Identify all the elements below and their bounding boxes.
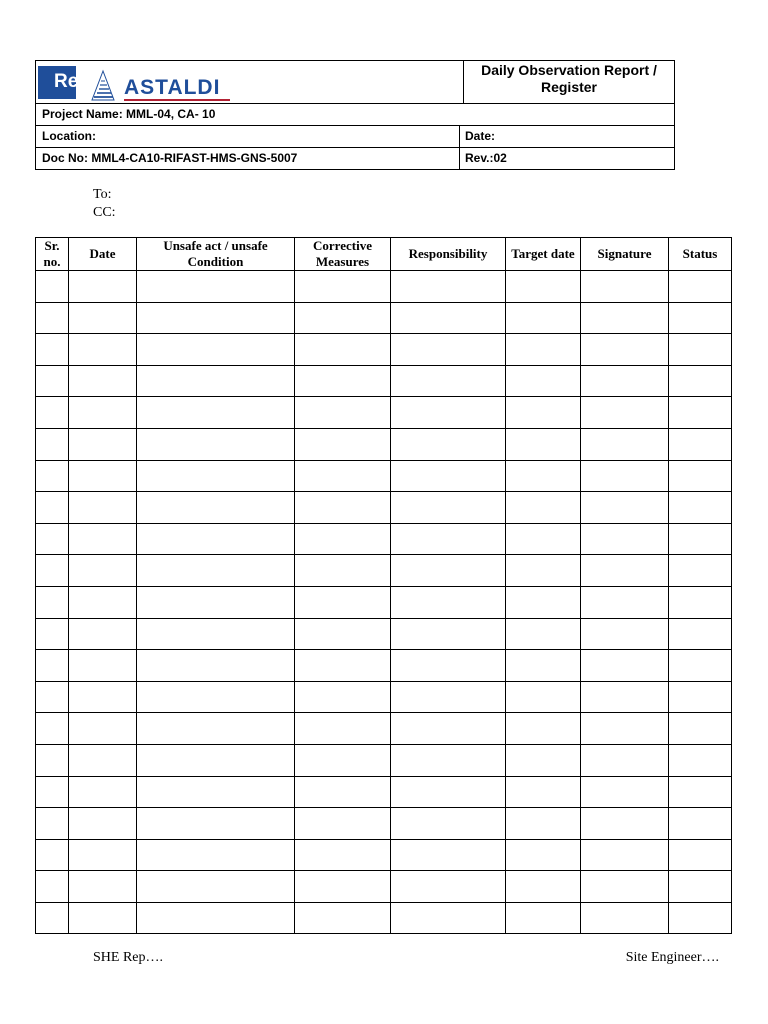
table-cell[interactable] (391, 713, 506, 745)
table-row (36, 776, 732, 808)
table-cell[interactable] (669, 492, 732, 524)
table-cell[interactable] (581, 681, 669, 713)
table-cell[interactable] (669, 808, 732, 840)
table-cell[interactable] (669, 744, 732, 776)
table-cell[interactable] (581, 334, 669, 366)
docno-row (36, 148, 674, 170)
table-cell[interactable] (295, 397, 391, 429)
table-cell[interactable] (36, 776, 69, 808)
table-cell[interactable] (69, 586, 137, 618)
table-cell[interactable] (391, 839, 506, 871)
table-cell[interactable] (295, 460, 391, 492)
table-cell[interactable] (295, 618, 391, 650)
table-cell[interactable] (69, 334, 137, 366)
table-cell[interactable] (69, 902, 137, 934)
site-engineer-signoff: Site Engineer…. (625, 950, 719, 965)
table-body (36, 271, 732, 934)
table-cell[interactable] (295, 555, 391, 587)
table-cell[interactable] (581, 871, 669, 903)
table-cell[interactable] (581, 618, 669, 650)
table-row (36, 523, 732, 555)
table-row (36, 902, 732, 934)
table-cell[interactable] (295, 713, 391, 745)
table-cell[interactable] (581, 650, 669, 682)
table-row (36, 334, 732, 366)
col-header-target-date: Target date (506, 238, 581, 271)
table-cell[interactable] (506, 523, 581, 555)
table-row (36, 744, 732, 776)
project-row (36, 104, 674, 126)
col-header-responsibility: Responsibility (391, 238, 506, 271)
partner-logo-text: Re (54, 71, 79, 92)
col-header-sr-no: Sr. no. (36, 238, 69, 271)
table-cell[interactable] (669, 523, 732, 555)
table-cell[interactable] (506, 586, 581, 618)
table-cell[interactable] (581, 808, 669, 840)
table-cell[interactable] (69, 650, 137, 682)
table-cell[interactable] (506, 428, 581, 460)
cc-label: CC: (93, 205, 116, 220)
table-cell[interactable] (391, 902, 506, 934)
table-cell[interactable] (506, 713, 581, 745)
table-cell[interactable] (506, 397, 581, 429)
col-header-unsafe-act: Unsafe act / unsafe Condition (137, 238, 295, 271)
table-cell[interactable] (295, 650, 391, 682)
table-cell[interactable] (295, 871, 391, 903)
col-header-status: Status (669, 238, 732, 271)
table-cell[interactable] (295, 334, 391, 366)
table-cell[interactable] (137, 744, 295, 776)
divider (459, 148, 460, 170)
table-cell[interactable] (69, 808, 137, 840)
table-cell[interactable] (295, 681, 391, 713)
table-cell[interactable] (137, 523, 295, 555)
table-cell[interactable] (36, 271, 69, 303)
she-rep-signoff: SHE Rep…. (93, 950, 163, 965)
table-row (36, 428, 732, 460)
table-cell[interactable] (36, 555, 69, 587)
table-cell[interactable] (669, 302, 732, 334)
table-cell[interactable] (137, 365, 295, 397)
table-cell[interactable] (506, 555, 581, 587)
table-cell[interactable] (581, 397, 669, 429)
table-cell[interactable] (295, 271, 391, 303)
astaldi-mark-icon (88, 69, 118, 103)
table-cell[interactable] (137, 650, 295, 682)
table-cell[interactable] (506, 334, 581, 366)
table-cell[interactable] (295, 523, 391, 555)
table-cell[interactable] (581, 460, 669, 492)
report-title: Daily Observation Report / Register (464, 61, 674, 104)
table-cell[interactable] (391, 681, 506, 713)
project-name: Project Name: MML-04, CA- 10 (42, 107, 216, 121)
table-cell[interactable] (391, 492, 506, 524)
table-cell[interactable] (581, 302, 669, 334)
table-cell[interactable] (137, 902, 295, 934)
table-cell[interactable] (69, 618, 137, 650)
table-cell[interactable] (295, 776, 391, 808)
location-row (36, 126, 674, 148)
table-cell[interactable] (36, 460, 69, 492)
table-row (36, 839, 732, 871)
table-row (36, 586, 732, 618)
table-cell[interactable] (669, 902, 732, 934)
table-cell[interactable] (669, 334, 732, 366)
table-cell[interactable] (669, 460, 732, 492)
table-row (36, 302, 732, 334)
table-cell[interactable] (581, 776, 669, 808)
table-cell[interactable] (391, 618, 506, 650)
table-cell[interactable] (137, 713, 295, 745)
table-header-row (36, 238, 732, 271)
partner-logo (38, 66, 79, 99)
table-cell[interactable] (295, 428, 391, 460)
doc-number: Doc No: MML4-CA10-RIFAST-HMS-GNS-5007 (42, 151, 298, 165)
table-cell[interactable] (581, 744, 669, 776)
table-row (36, 808, 732, 840)
table-cell[interactable] (295, 902, 391, 934)
table-cell[interactable] (581, 428, 669, 460)
table-cell[interactable] (69, 713, 137, 745)
divider (459, 126, 460, 147)
table-cell[interactable] (669, 871, 732, 903)
table-cell[interactable] (295, 365, 391, 397)
table-cell[interactable] (581, 365, 669, 397)
table-cell[interactable] (295, 492, 391, 524)
table-cell[interactable] (506, 776, 581, 808)
table-cell[interactable] (36, 334, 69, 366)
observation-table (35, 237, 732, 934)
table-cell[interactable] (295, 302, 391, 334)
table-row (36, 460, 732, 492)
table-cell[interactable] (36, 365, 69, 397)
table-cell[interactable] (506, 871, 581, 903)
table-cell[interactable] (36, 523, 69, 555)
table-cell[interactable] (669, 586, 732, 618)
table-cell[interactable] (669, 681, 732, 713)
table-cell[interactable] (506, 271, 581, 303)
table-cell[interactable] (391, 428, 506, 460)
table-cell[interactable] (137, 302, 295, 334)
table-cell[interactable] (506, 808, 581, 840)
table-row (36, 365, 732, 397)
table-cell[interactable] (581, 586, 669, 618)
table-cell[interactable] (137, 839, 295, 871)
table-cell[interactable] (669, 713, 732, 745)
table-cell[interactable] (581, 555, 669, 587)
table-cell[interactable] (506, 902, 581, 934)
table-row (36, 492, 732, 524)
table-cell[interactable] (69, 492, 137, 524)
table-cell[interactable] (69, 776, 137, 808)
table-cell[interactable] (669, 839, 732, 871)
table-cell[interactable] (137, 618, 295, 650)
table-cell[interactable] (581, 713, 669, 745)
table-row (36, 271, 732, 303)
table-cell[interactable] (36, 744, 69, 776)
table-cell[interactable] (669, 618, 732, 650)
table-cell[interactable] (391, 744, 506, 776)
table-cell[interactable] (137, 808, 295, 840)
col-header-date: Date (69, 238, 137, 271)
table-cell[interactable] (669, 365, 732, 397)
table-cell[interactable] (137, 492, 295, 524)
col-header-corrective-measures: Corrective Measures (295, 238, 391, 271)
table-cell[interactable] (506, 681, 581, 713)
table-cell[interactable] (669, 555, 732, 587)
table-cell[interactable] (391, 334, 506, 366)
col-header-signature: Signature (581, 238, 669, 271)
table-cell[interactable] (36, 902, 69, 934)
table-cell[interactable] (36, 713, 69, 745)
table-cell[interactable] (36, 492, 69, 524)
table-cell[interactable] (69, 365, 137, 397)
table-cell[interactable] (69, 555, 137, 587)
table-cell[interactable] (391, 555, 506, 587)
table-cell[interactable] (506, 650, 581, 682)
table-cell[interactable] (137, 871, 295, 903)
table-cell[interactable] (69, 744, 137, 776)
table-cell[interactable] (391, 302, 506, 334)
table-cell[interactable] (391, 650, 506, 682)
astaldi-wordmark: ASTALDI (124, 76, 221, 99)
table-cell[interactable] (137, 271, 295, 303)
table-cell[interactable] (69, 460, 137, 492)
table-cell[interactable] (669, 397, 732, 429)
table-cell[interactable] (69, 839, 137, 871)
table-cell[interactable] (137, 555, 295, 587)
table-row (36, 397, 732, 429)
table-cell[interactable] (36, 839, 69, 871)
table-cell[interactable] (137, 460, 295, 492)
table-row (36, 650, 732, 682)
table-cell[interactable] (391, 365, 506, 397)
table-cell[interactable] (669, 776, 732, 808)
table-cell[interactable] (295, 808, 391, 840)
table-cell[interactable] (391, 871, 506, 903)
table-cell[interactable] (295, 839, 391, 871)
table-cell[interactable] (391, 523, 506, 555)
table-cell[interactable] (137, 681, 295, 713)
table-cell[interactable] (36, 871, 69, 903)
table-cell[interactable] (137, 397, 295, 429)
location-label: Location: (42, 129, 96, 143)
table-cell[interactable] (69, 302, 137, 334)
date-label: Date: (465, 129, 496, 143)
table-cell[interactable] (36, 681, 69, 713)
table-cell[interactable] (295, 586, 391, 618)
table-cell[interactable] (69, 871, 137, 903)
table-cell[interactable] (581, 271, 669, 303)
table-cell[interactable] (506, 744, 581, 776)
table-cell[interactable] (391, 397, 506, 429)
table-cell[interactable] (506, 365, 581, 397)
table-cell[interactable] (137, 428, 295, 460)
table-row (36, 681, 732, 713)
table-cell[interactable] (69, 428, 137, 460)
table-cell[interactable] (36, 808, 69, 840)
table-cell[interactable] (36, 618, 69, 650)
table-row (36, 871, 732, 903)
table-row (36, 555, 732, 587)
table-cell[interactable] (581, 523, 669, 555)
document-header (35, 60, 675, 170)
table-cell[interactable] (137, 776, 295, 808)
table-cell[interactable] (36, 586, 69, 618)
table-cell[interactable] (581, 902, 669, 934)
table-cell[interactable] (69, 523, 137, 555)
table-cell[interactable] (506, 492, 581, 524)
table-cell[interactable] (669, 650, 732, 682)
table-cell[interactable] (581, 839, 669, 871)
table-row (36, 713, 732, 745)
table-cell[interactable] (36, 397, 69, 429)
table-cell[interactable] (391, 586, 506, 618)
wordmark-underline (124, 99, 230, 101)
revision: Rev.:02 (465, 151, 507, 165)
table-cell[interactable] (69, 271, 137, 303)
table-cell[interactable] (506, 839, 581, 871)
table-cell[interactable] (69, 681, 137, 713)
table-cell[interactable] (669, 271, 732, 303)
table-cell[interactable] (36, 650, 69, 682)
table-cell[interactable] (506, 460, 581, 492)
logo-cell (36, 61, 464, 104)
to-label: To: (93, 187, 112, 202)
table-cell[interactable] (669, 428, 732, 460)
table-cell[interactable] (506, 618, 581, 650)
table-cell[interactable] (137, 334, 295, 366)
table-cell[interactable] (295, 744, 391, 776)
table-cell[interactable] (391, 808, 506, 840)
table-cell[interactable] (391, 460, 506, 492)
table-cell[interactable] (506, 302, 581, 334)
table-cell[interactable] (36, 428, 69, 460)
table-cell[interactable] (36, 302, 69, 334)
table-cell[interactable] (391, 776, 506, 808)
table-row (36, 618, 732, 650)
table-cell[interactable] (391, 271, 506, 303)
table-cell[interactable] (137, 586, 295, 618)
table-cell[interactable] (581, 492, 669, 524)
table-cell[interactable] (69, 397, 137, 429)
